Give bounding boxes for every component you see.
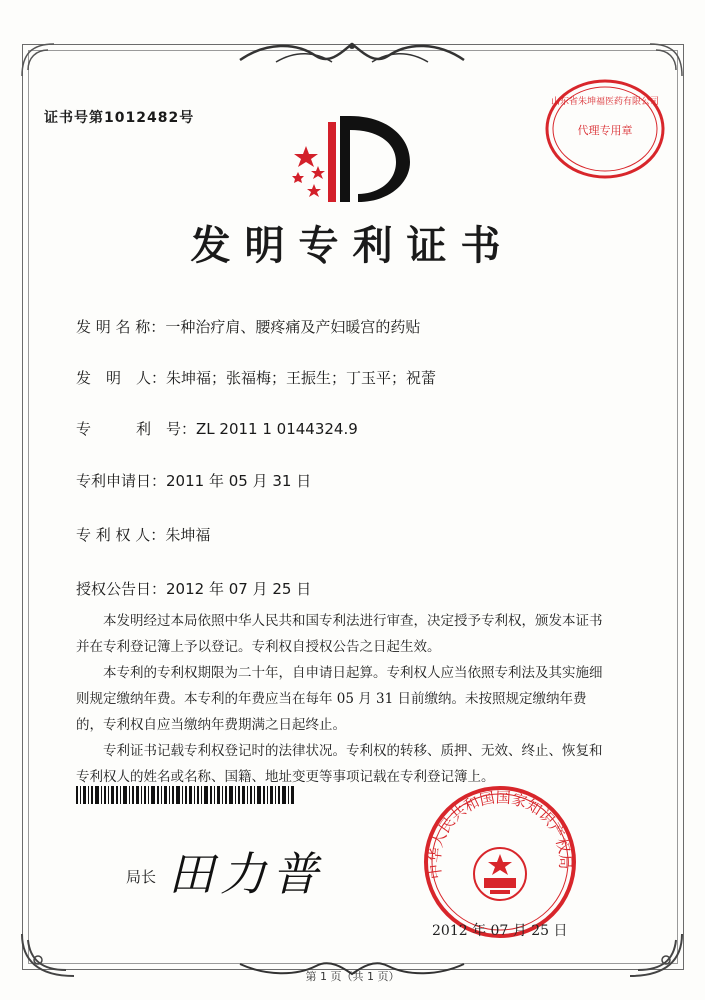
field-application-date [76,470,311,491]
field-label: 专 利 号： [76,420,197,438]
director-title: 局长 [126,868,157,886]
national-emblem-icon [474,848,526,900]
field-value: ZL 2011 1 0144324.9 [196,420,358,438]
field-grant-date [76,578,311,599]
field-label: 专 利 权 人： [76,526,166,544]
barcode-icon [76,786,296,804]
field-inventors [76,367,436,388]
field-patentee [76,524,210,545]
field-value: 一种治疗肩、腰疼痛及产妇暖宫的药贴 [165,318,421,336]
seal-date: 2012 年 07 月 25 日 [432,923,568,939]
certificate-number: 证书号第1012482号 [44,110,195,126]
field-label: 专利申请日： [76,472,167,490]
top-ornament-icon [236,38,468,68]
certificate-title: 发明专利证书 [190,223,515,269]
agency-stamp [540,74,670,184]
body-paragraph-2: 本专利的专利权期限为二十年，自申请日起算。专利权人应当依照专利法及其实施细则规定缴纳年费。本专利的年费应当在每年 05 月 31 日前缴纳。未按照规定缴纳年费的，专利权自应当缴纳年费期满之日起终止。 [76,665,603,733]
agency-stamp-inner: 代理专用章 [577,124,633,137]
field-value: 2011 年 05 月 31 日 [166,472,312,490]
page-footer: 第 1 页（共 1 页） [305,970,400,983]
certificate-body [76,608,604,790]
field-label: 授权公告日： [76,580,167,598]
field-invention-name [76,316,420,337]
director-signature: 田力普 [168,847,324,901]
patent-office-logo-icon [288,110,418,205]
body-paragraph-1: 本发明经过本局依照中华人民共和国专利法进行审查，决定授予专利权，颁发本证书并在专利登记簿上予以登记。专利权自授权公告之日起生效。 [76,613,603,655]
agency-stamp-text: 山东省朱坤福医药有限公司 [550,97,660,107]
body-paragraph-3: 专利证书记载专利权登记时的法律状况。专利权的转移、质押、无效、终止、恢复和专利权人的姓名或名称、国籍、地址变更等事项记载在专利登记簿上。 [76,743,603,785]
field-value: 2012 年 07 月 25 日 [166,580,312,598]
corner-ornament-top-left-icon [18,40,58,80]
seal-text: 中华人民共和国国家知识产权局 [425,788,575,881]
field-patent-number [76,418,358,439]
field-value: 朱坤福；张福梅；王振生；丁玉平；祝蕾 [166,369,437,387]
field-value: 朱坤福 [165,526,211,544]
national-ip-office-seal [420,782,580,942]
field-label: 发 明 人： [76,369,167,387]
field-label: 发 明 名 称： [76,318,166,336]
